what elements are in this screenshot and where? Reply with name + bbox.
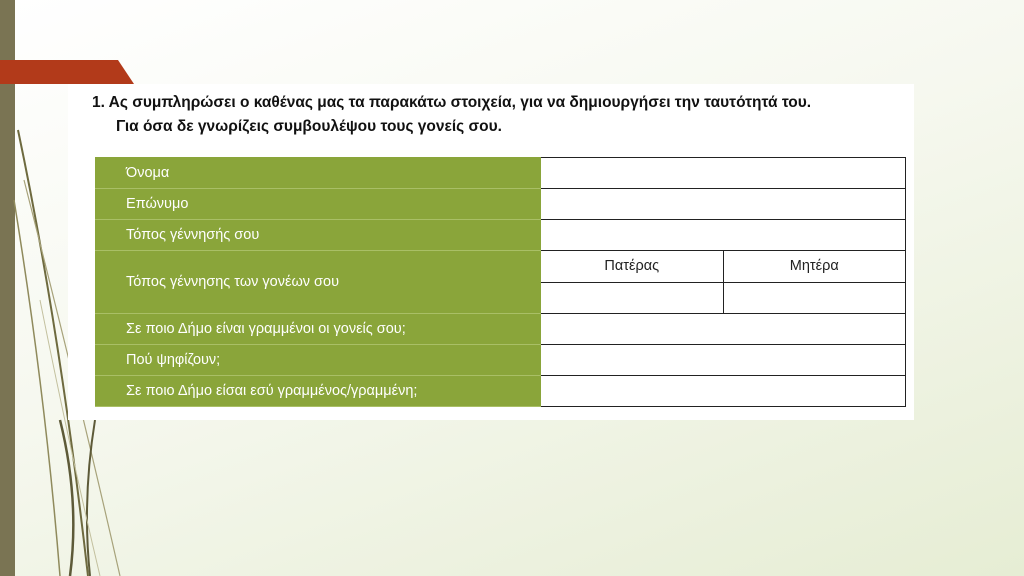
mother-birthplace-field[interactable]	[723, 282, 906, 313]
instruction-line-1: 1. Ας συμπληρώσει ο καθένας μας τα παρακάτω στοιχεία, για να δημιουργήσει την ταυτότητά του.	[92, 94, 812, 111]
where-vote-field[interactable]	[541, 344, 906, 375]
name-field[interactable]	[541, 158, 906, 189]
row-label-parents-municipality: Σε ποιο Δήμο είναι γραμμένοι οι γονείς σου;	[96, 313, 541, 344]
row-label-own-municipality: Σε ποιο Δήμο είσαι εσύ γραμμένος/γραμμένη;	[96, 375, 541, 406]
table-row	[96, 189, 906, 220]
instruction-text	[92, 91, 912, 139]
row-label-birthplace: Τόπος γέννησής σου	[96, 220, 541, 251]
row-label-parents-birthplace: Τόπος γέννησης των γονέων σου	[96, 251, 541, 313]
own-municipality-field[interactable]	[541, 375, 906, 406]
parents-municipality-field[interactable]	[541, 313, 906, 344]
table-row	[96, 375, 906, 406]
surname-field[interactable]	[541, 189, 906, 220]
birthplace-field[interactable]	[541, 220, 906, 251]
title-accent-tab	[0, 60, 134, 84]
identity-form-table	[95, 157, 906, 407]
table-row	[96, 158, 906, 189]
table-row	[96, 220, 906, 251]
table-row	[96, 313, 906, 344]
father-header: Πατέρας	[541, 251, 724, 282]
mother-header: Μητέρα	[723, 251, 906, 282]
instruction-line-2: Για όσα δε γνωρίζεις συμβουλέψου τους γονείς σου.	[116, 118, 502, 135]
table-row	[96, 344, 906, 375]
row-label-where-vote: Πού ψηφίζουν;	[96, 344, 541, 375]
row-label-name: Όνομα	[96, 158, 541, 189]
father-birthplace-field[interactable]	[541, 282, 724, 313]
table-row	[96, 251, 906, 282]
row-label-surname: Επώνυμο	[96, 189, 541, 220]
